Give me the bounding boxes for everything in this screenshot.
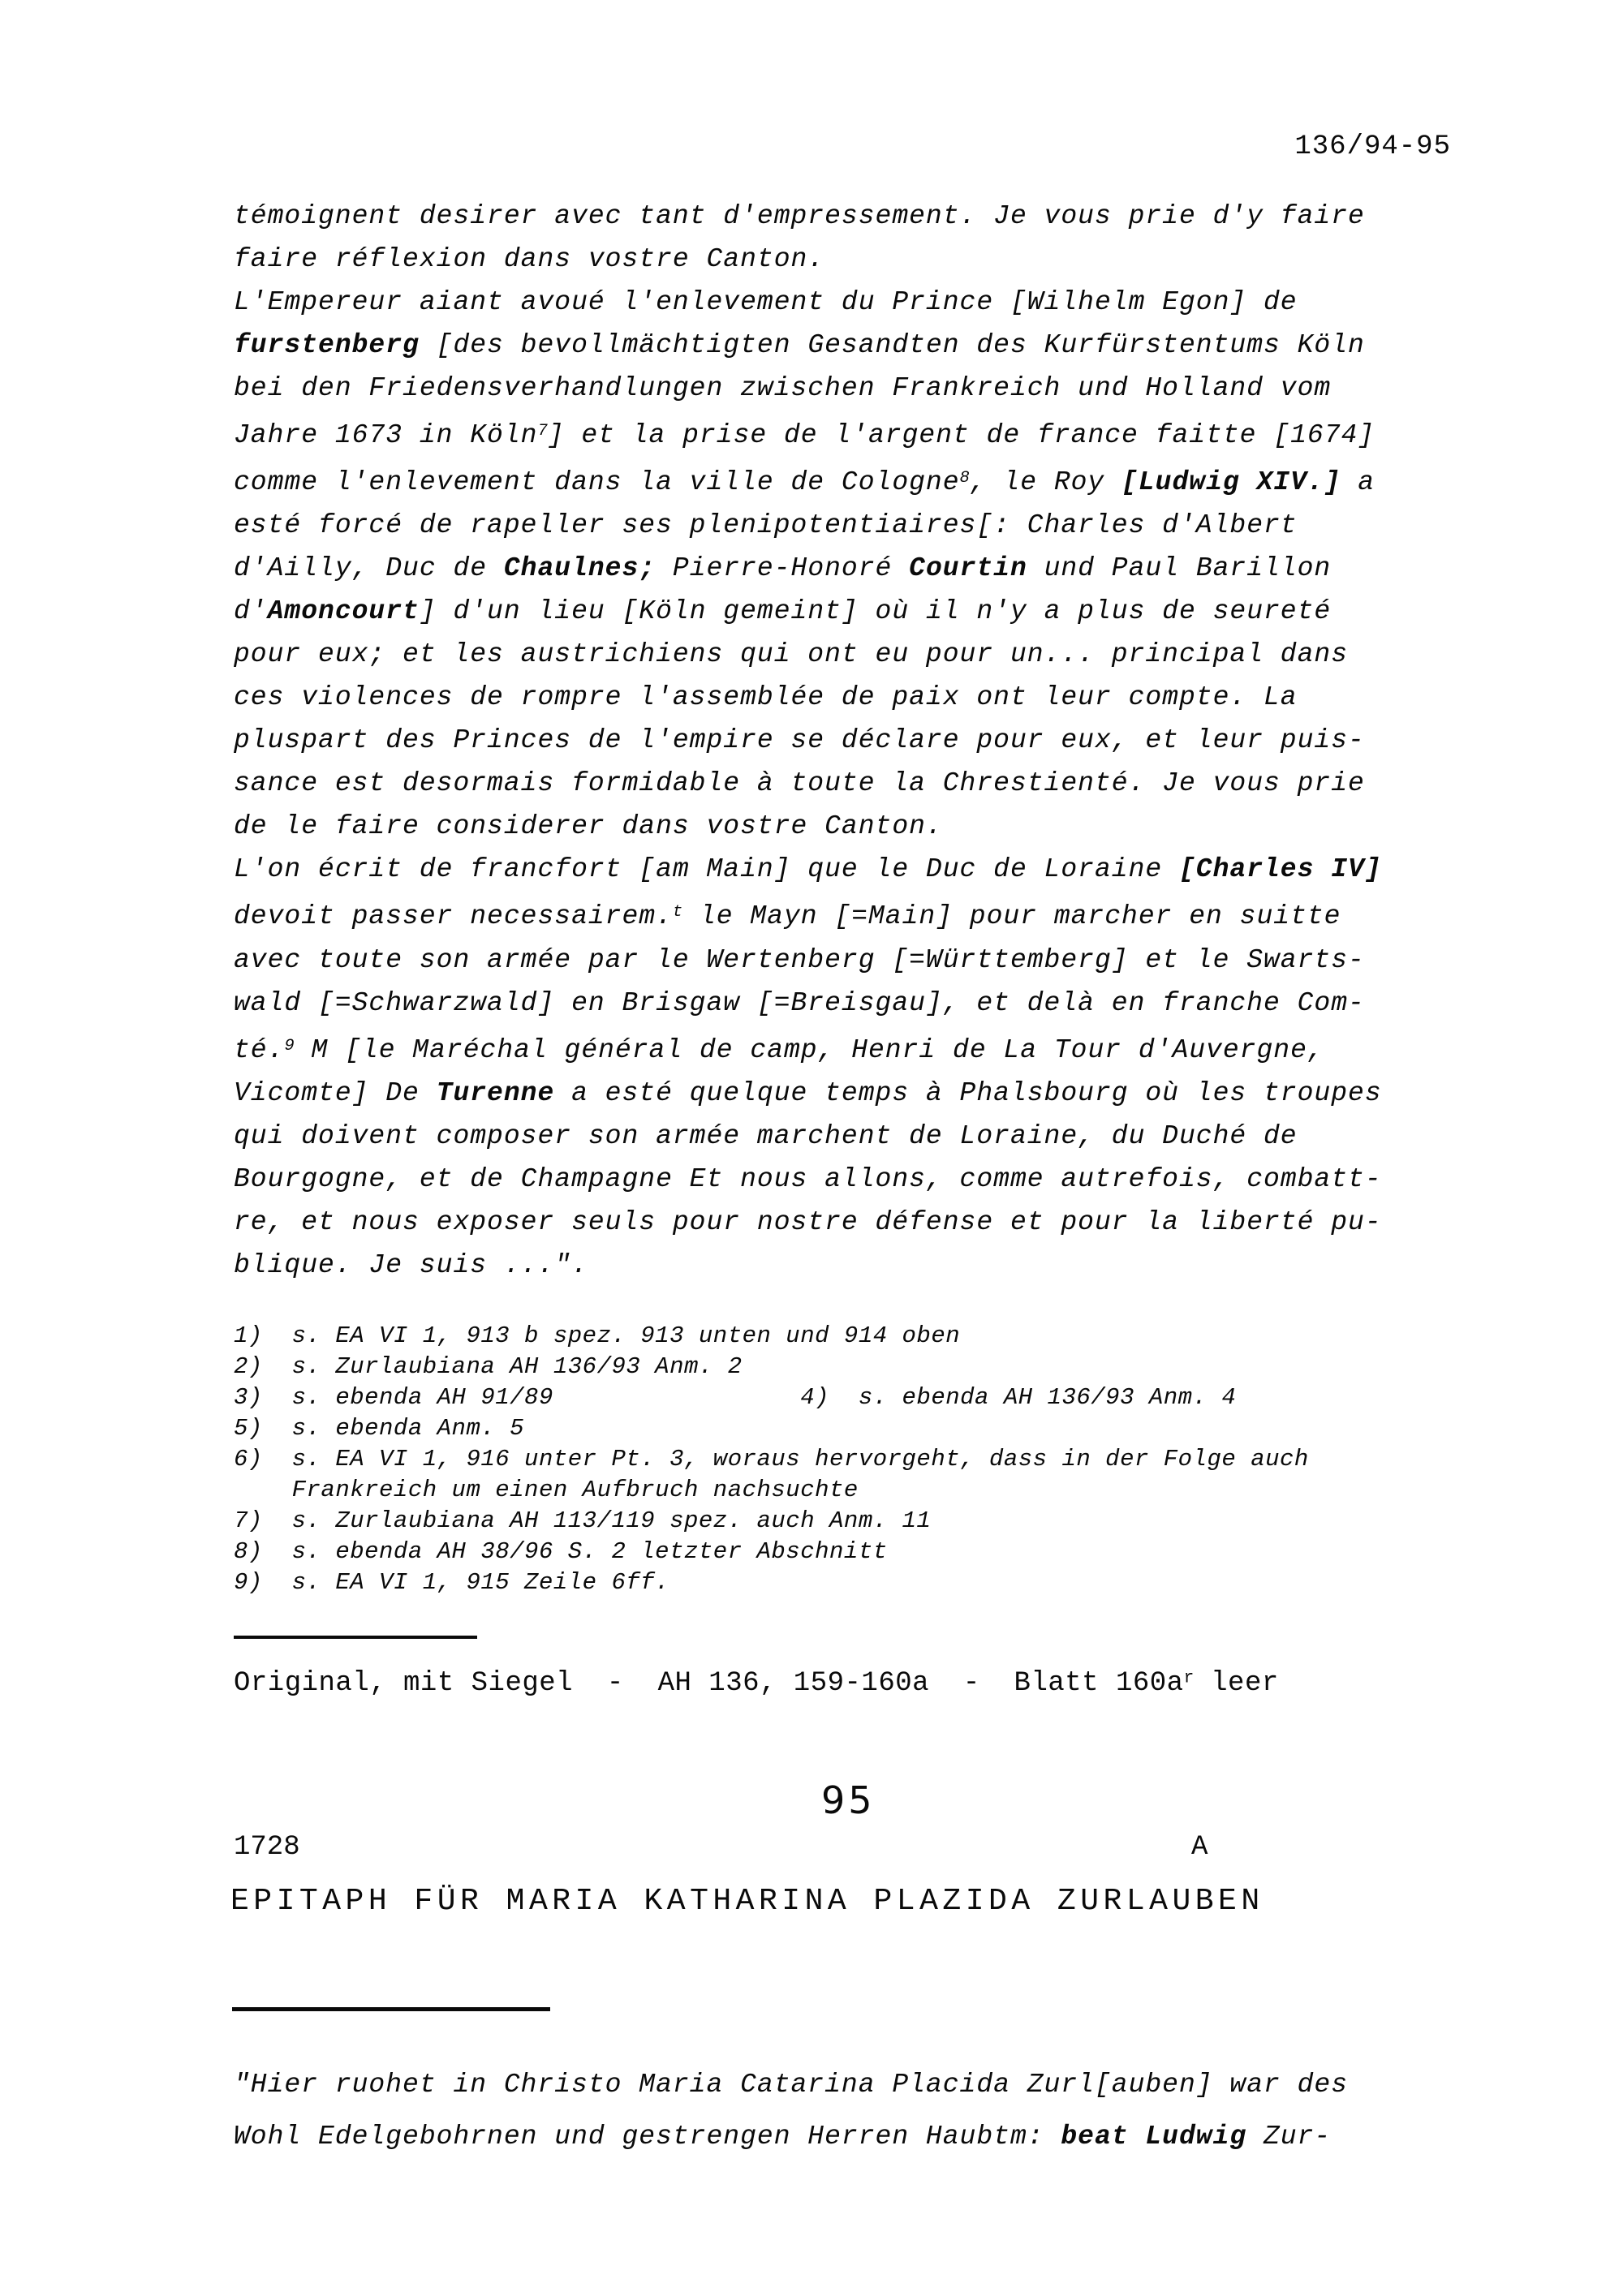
text-segment: L'Empereur aiant avoué l'enlevement du Prince [Wilhelm Egon] de [234, 287, 1298, 317]
text-segment: [des bevollmächtigten Gesandten des Kurfürstentums Köln [419, 330, 1365, 360]
text-line [234, 238, 1382, 281]
text-segment: Zur- [1246, 2122, 1332, 2152]
text-segment: 3) s. ebenda AH 91/89 4) s. ebenda AH 136/93 Anm. 4 [234, 1384, 1237, 1411]
text-line [234, 762, 1382, 805]
text-line [234, 590, 1382, 633]
text-segment: avec toute son armée par le Wertenberg [=Württemberg] et le Swarts- [234, 944, 1365, 975]
divider-rule-above-provenance [234, 1636, 477, 1639]
text-line [234, 1413, 1309, 1444]
superscript-segment: 8 [959, 469, 970, 488]
text-segment: le Mayn [=Main] pour marcher en suitte [682, 901, 1341, 932]
text-line [234, 1321, 1309, 1352]
text-segment: re, et nous exposer seuls pour nostre défense et pour la liberté pu- [234, 1206, 1382, 1237]
document-series-letter: A [1191, 1832, 1208, 1863]
text-line [234, 805, 1382, 848]
superscript-segment: t [672, 903, 683, 922]
text-segment: Jahre 1673 in Köln [234, 420, 538, 451]
letter-transcription-text [234, 195, 1382, 1287]
text-segment: ] d'un lieu [Köln gemeint] où il n'y a plus de seureté [419, 596, 1332, 627]
text-segment: "Hier ruohet in Christo Maria Catarina Placida Zurl[auben] war des [234, 2070, 1349, 2100]
text-line [234, 1668, 1279, 1699]
text-segment: 7) s. Zurlaubiana AH 113/119 spez. auch Anm. 11 [234, 1507, 932, 1534]
document-title: EPITAPH FÜR MARIA KATHARINA PLAZIDA ZURLAUBEN [230, 1884, 1264, 1919]
text-segment: 9) s. EA VI 1, 915 Zeile 6ff. [234, 1569, 670, 1596]
text-segment: Vicomte] De [234, 1077, 437, 1108]
text-segment: wald [=Schwarzwald] en Brisgaw [=Breisgau], et delà en franche Com- [234, 987, 1365, 1018]
text-segment: Original, mit Siegel - AH 136, 159-160a - Blatt 160a [234, 1668, 1184, 1699]
superscript-segment: 9 [284, 1036, 295, 1056]
text-segment: 1) s. EA VI 1, 913 b spez. 913 unten und 914 oben [234, 1322, 961, 1349]
text-segment: a esté quelque temps à Phalsbourg où les troupes [554, 1077, 1382, 1108]
text-line [234, 848, 1382, 891]
text-segment: leer [1194, 1668, 1279, 1699]
bold-text-segment: [Charles IV] [1178, 854, 1382, 885]
bold-text-segment: Amoncourt [267, 596, 420, 627]
text-line [234, 1506, 1309, 1537]
text-segment: de le faire considerer dans vostre Canton. [234, 811, 943, 842]
text-segment: M [le Maréchal général de camp, Henri de La Tour d'Auvergne, [294, 1034, 1324, 1065]
text-segment: qui doivent composer son armée marchent de Loraine, du Duché de [234, 1120, 1298, 1151]
text-segment: a [1341, 467, 1375, 498]
text-segment: d'Ailly, Duc de [234, 553, 504, 584]
text-segment: 8) s. ebenda AH 38/96 S. 2 letzter Abschnitt [234, 1538, 888, 1565]
text-segment: pour eux; et les austrichiens qui ont eu pour un... principal dans [234, 639, 1349, 670]
text-segment: ces violences de rompre l'assemblée de paix ont leur compte. La [234, 682, 1298, 713]
text-line [234, 410, 1382, 457]
text-line [234, 1352, 1309, 1382]
provenance-line [234, 1668, 1279, 1699]
document-year: 1728 [234, 1832, 300, 1863]
text-segment: Wohl Edelgebohrnen und gestrengen Herren Haubtm: [234, 2122, 1061, 2152]
text-segment: und Paul Barillon [1027, 553, 1332, 584]
text-segment: sance est desormais formidable à toute la Chrestienté. Je vous prie [234, 768, 1365, 799]
text-line [234, 633, 1382, 676]
text-segment: L'on écrit de francfort [am Main] que le Duc de Loraine [234, 854, 1179, 885]
text-line [234, 982, 1382, 1025]
text-segment: 5) s. ebenda Anm. 5 [234, 1415, 525, 1442]
text-segment: d' [234, 596, 268, 627]
text-segment: bei den Friedensverhandlungen zwischen Frankreich und Holland vom [234, 373, 1332, 403]
text-segment: esté forcé de rapeller ses plenipotentiaires[: Charles d'Albert [234, 510, 1298, 541]
text-segment: pluspart des Princes de l'empire se déclare pour eux, et leur puis- [234, 725, 1365, 756]
text-line [234, 547, 1382, 590]
text-segment: 6) s. EA VI 1, 916 unter Pt. 3, woraus hervorgeht, dass in der Folge auch [234, 1446, 1309, 1473]
text-segment: ] et la prise de l'argent de france faitte [1674] [547, 420, 1375, 451]
text-line [234, 1201, 1382, 1244]
text-line [234, 1115, 1382, 1158]
text-segment: 2) s. Zurlaubiana AH 136/93 Anm. 2 [234, 1353, 743, 1380]
text-line [234, 939, 1382, 982]
text-line [234, 891, 1382, 938]
bold-text-segment: [Ludwig XIV.] [1121, 467, 1341, 498]
text-segment: comme l'enlevement dans la ville de Cologne [234, 467, 960, 498]
archive-reference-number: 136/94-95 [1294, 131, 1451, 162]
text-line [234, 1382, 1309, 1413]
document-number: 95 [821, 1778, 876, 1822]
text-line [234, 281, 1382, 324]
divider-rule-below-title [232, 2007, 550, 2011]
text-line [234, 1025, 1382, 1072]
text-segment: devoit passer necessairem. [234, 901, 673, 932]
text-segment: té. [234, 1034, 285, 1065]
text-line [234, 1537, 1309, 1567]
text-line [234, 367, 1382, 410]
text-line [234, 457, 1382, 504]
text-segment: blique. Je suis ...". [234, 1249, 588, 1280]
text-line [234, 504, 1382, 547]
bold-text-segment: Courtin [909, 553, 1027, 584]
text-segment: faire réflexion dans vostre Canton. [234, 244, 825, 274]
epitaph-quote-text [234, 2059, 1348, 2163]
text-line [234, 1475, 1309, 1506]
text-segment: Bourgogne, et de Champagne Et nous allons, comme autrefois, combatt- [234, 1163, 1382, 1194]
text-segment: Frankreich um einen Aufbruch nachsuchte [234, 1477, 859, 1503]
superscript-segment: 7 [537, 422, 548, 441]
text-line [234, 1158, 1382, 1201]
text-line [234, 719, 1382, 762]
text-line [234, 2059, 1348, 2111]
text-segment: témoignent desirer avec tant d'empressement. Je vous prie d'y faire [234, 201, 1365, 231]
text-line [234, 1072, 1382, 1115]
text-line [234, 1444, 1309, 1475]
text-line [234, 1567, 1309, 1598]
bold-text-segment: beat Ludwig [1061, 2122, 1247, 2152]
text-line [234, 324, 1382, 367]
bold-text-segment: furstenberg [234, 330, 420, 360]
bold-text-segment: Chaulnes; [503, 553, 657, 584]
bold-text-segment: Turenne [436, 1077, 555, 1108]
text-line [234, 2111, 1348, 2163]
text-line [234, 195, 1382, 238]
superscript-segment: r [1183, 1668, 1195, 1688]
text-line [234, 676, 1382, 719]
text-segment: Pierre-Honoré [656, 553, 910, 584]
text-line [234, 1244, 1382, 1287]
text-segment: , le Roy [969, 467, 1122, 498]
footnotes-block [234, 1321, 1309, 1598]
